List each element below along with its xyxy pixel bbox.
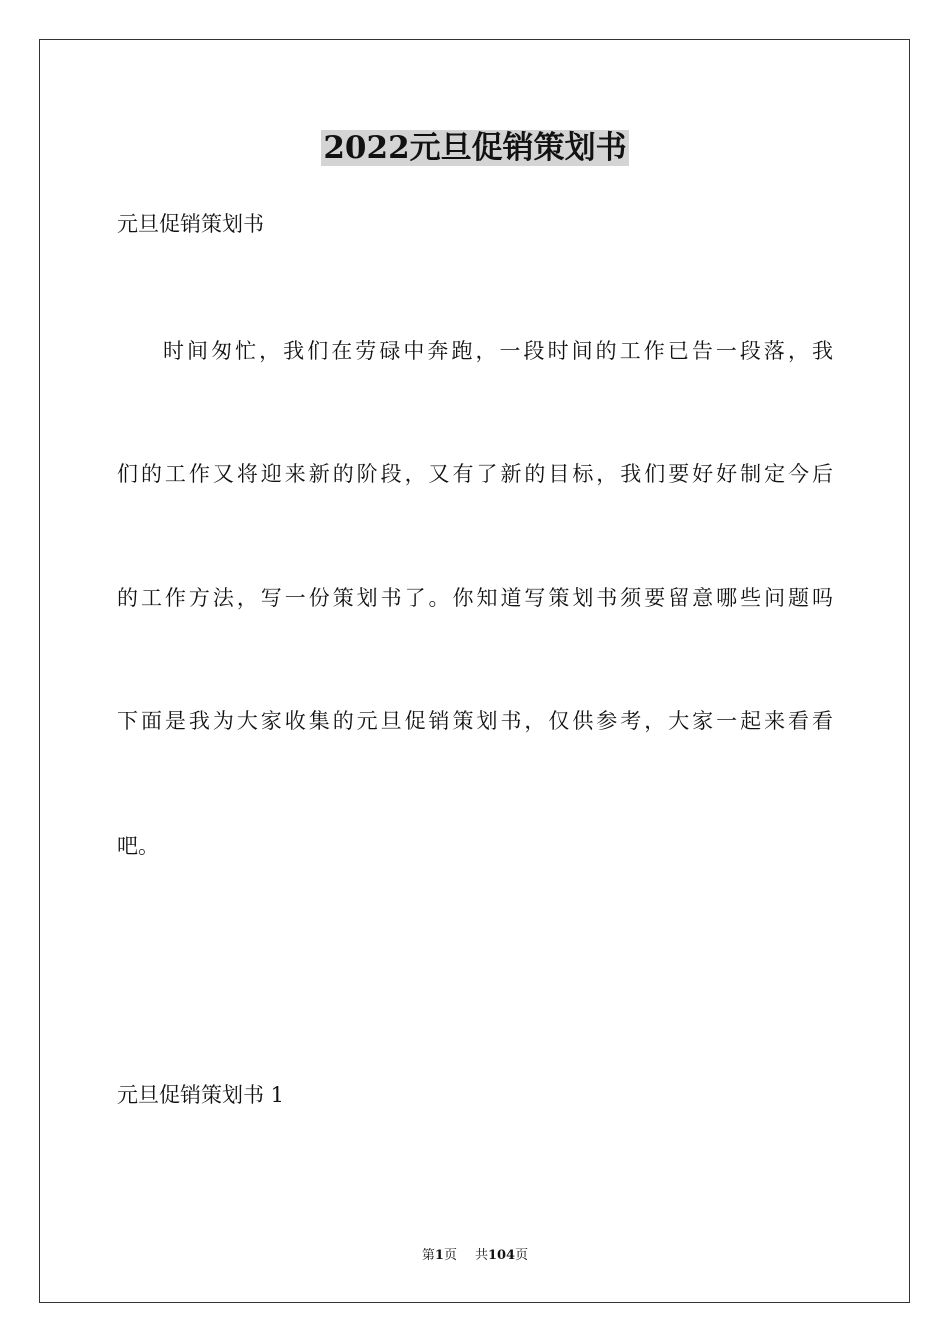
document-title-text: 2022元旦促销策划书 bbox=[323, 130, 627, 166]
footer-total-pages: 104 bbox=[487, 1248, 516, 1263]
footer-total-suffix: 页 bbox=[515, 1248, 529, 1263]
paragraph-line-3: 的工作方法，写一份策划书了。你知道写策划书须要留意哪些问题吗 bbox=[117, 586, 833, 610]
section-heading: 元旦促销策划书 1 bbox=[117, 1083, 285, 1107]
footer-page-number: 1 bbox=[434, 1248, 444, 1263]
page-footer bbox=[0, 1247, 950, 1265]
paragraph-line-5: 吧。 bbox=[117, 834, 159, 858]
paragraph-line-2: 们的工作又将迎来新的阶段，又有了新的目标，我们要好好制定今后 bbox=[117, 462, 833, 486]
footer-page-prefix: 第 bbox=[421, 1248, 435, 1263]
paragraph-line-1: 时间匆忙，我们在劳碌中奔跑，一段时间的工作已告一段落，我 bbox=[163, 339, 833, 363]
footer-page-suffix: 页 bbox=[443, 1248, 457, 1263]
paragraph-line-4: 下面是我为大家收集的元旦促销策划书，仅供参考，大家一起来看看 bbox=[117, 709, 833, 733]
document-title bbox=[0, 126, 950, 170]
document-subtitle: 元旦促销策划书 bbox=[117, 212, 264, 236]
footer-total-prefix: 共 bbox=[474, 1248, 488, 1263]
